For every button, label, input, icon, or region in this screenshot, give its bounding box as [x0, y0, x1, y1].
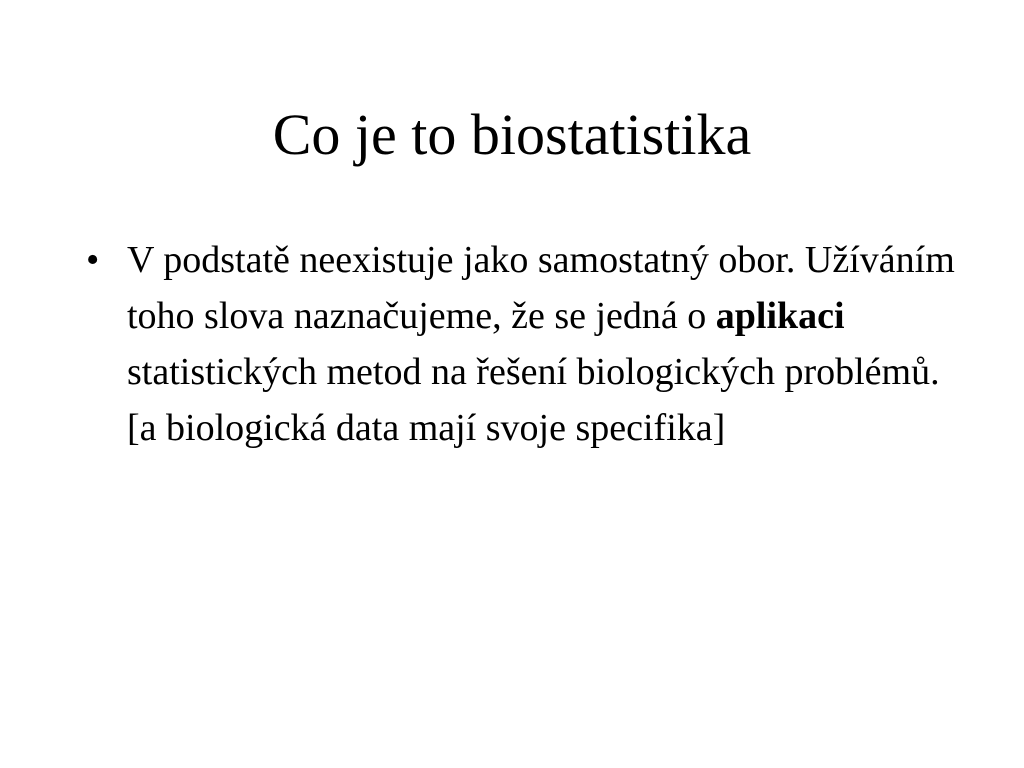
bullet-text-bold: aplikaci	[715, 295, 845, 337]
bullet-item	[82, 232, 962, 456]
bullet-marker: •	[86, 239, 100, 281]
slide-title: Co je to biostatistika	[272, 102, 752, 167]
bullet-text-before: V podstatě neexistuje jako samostatný obor. Užíváním toho slova naznačujeme, že se jedná o	[127, 239, 955, 337]
bullet-text-after: statistických metod na řešení biologických problémů. [a biologická data mají svoje specifika]	[127, 351, 940, 449]
bullet-list	[82, 232, 962, 456]
